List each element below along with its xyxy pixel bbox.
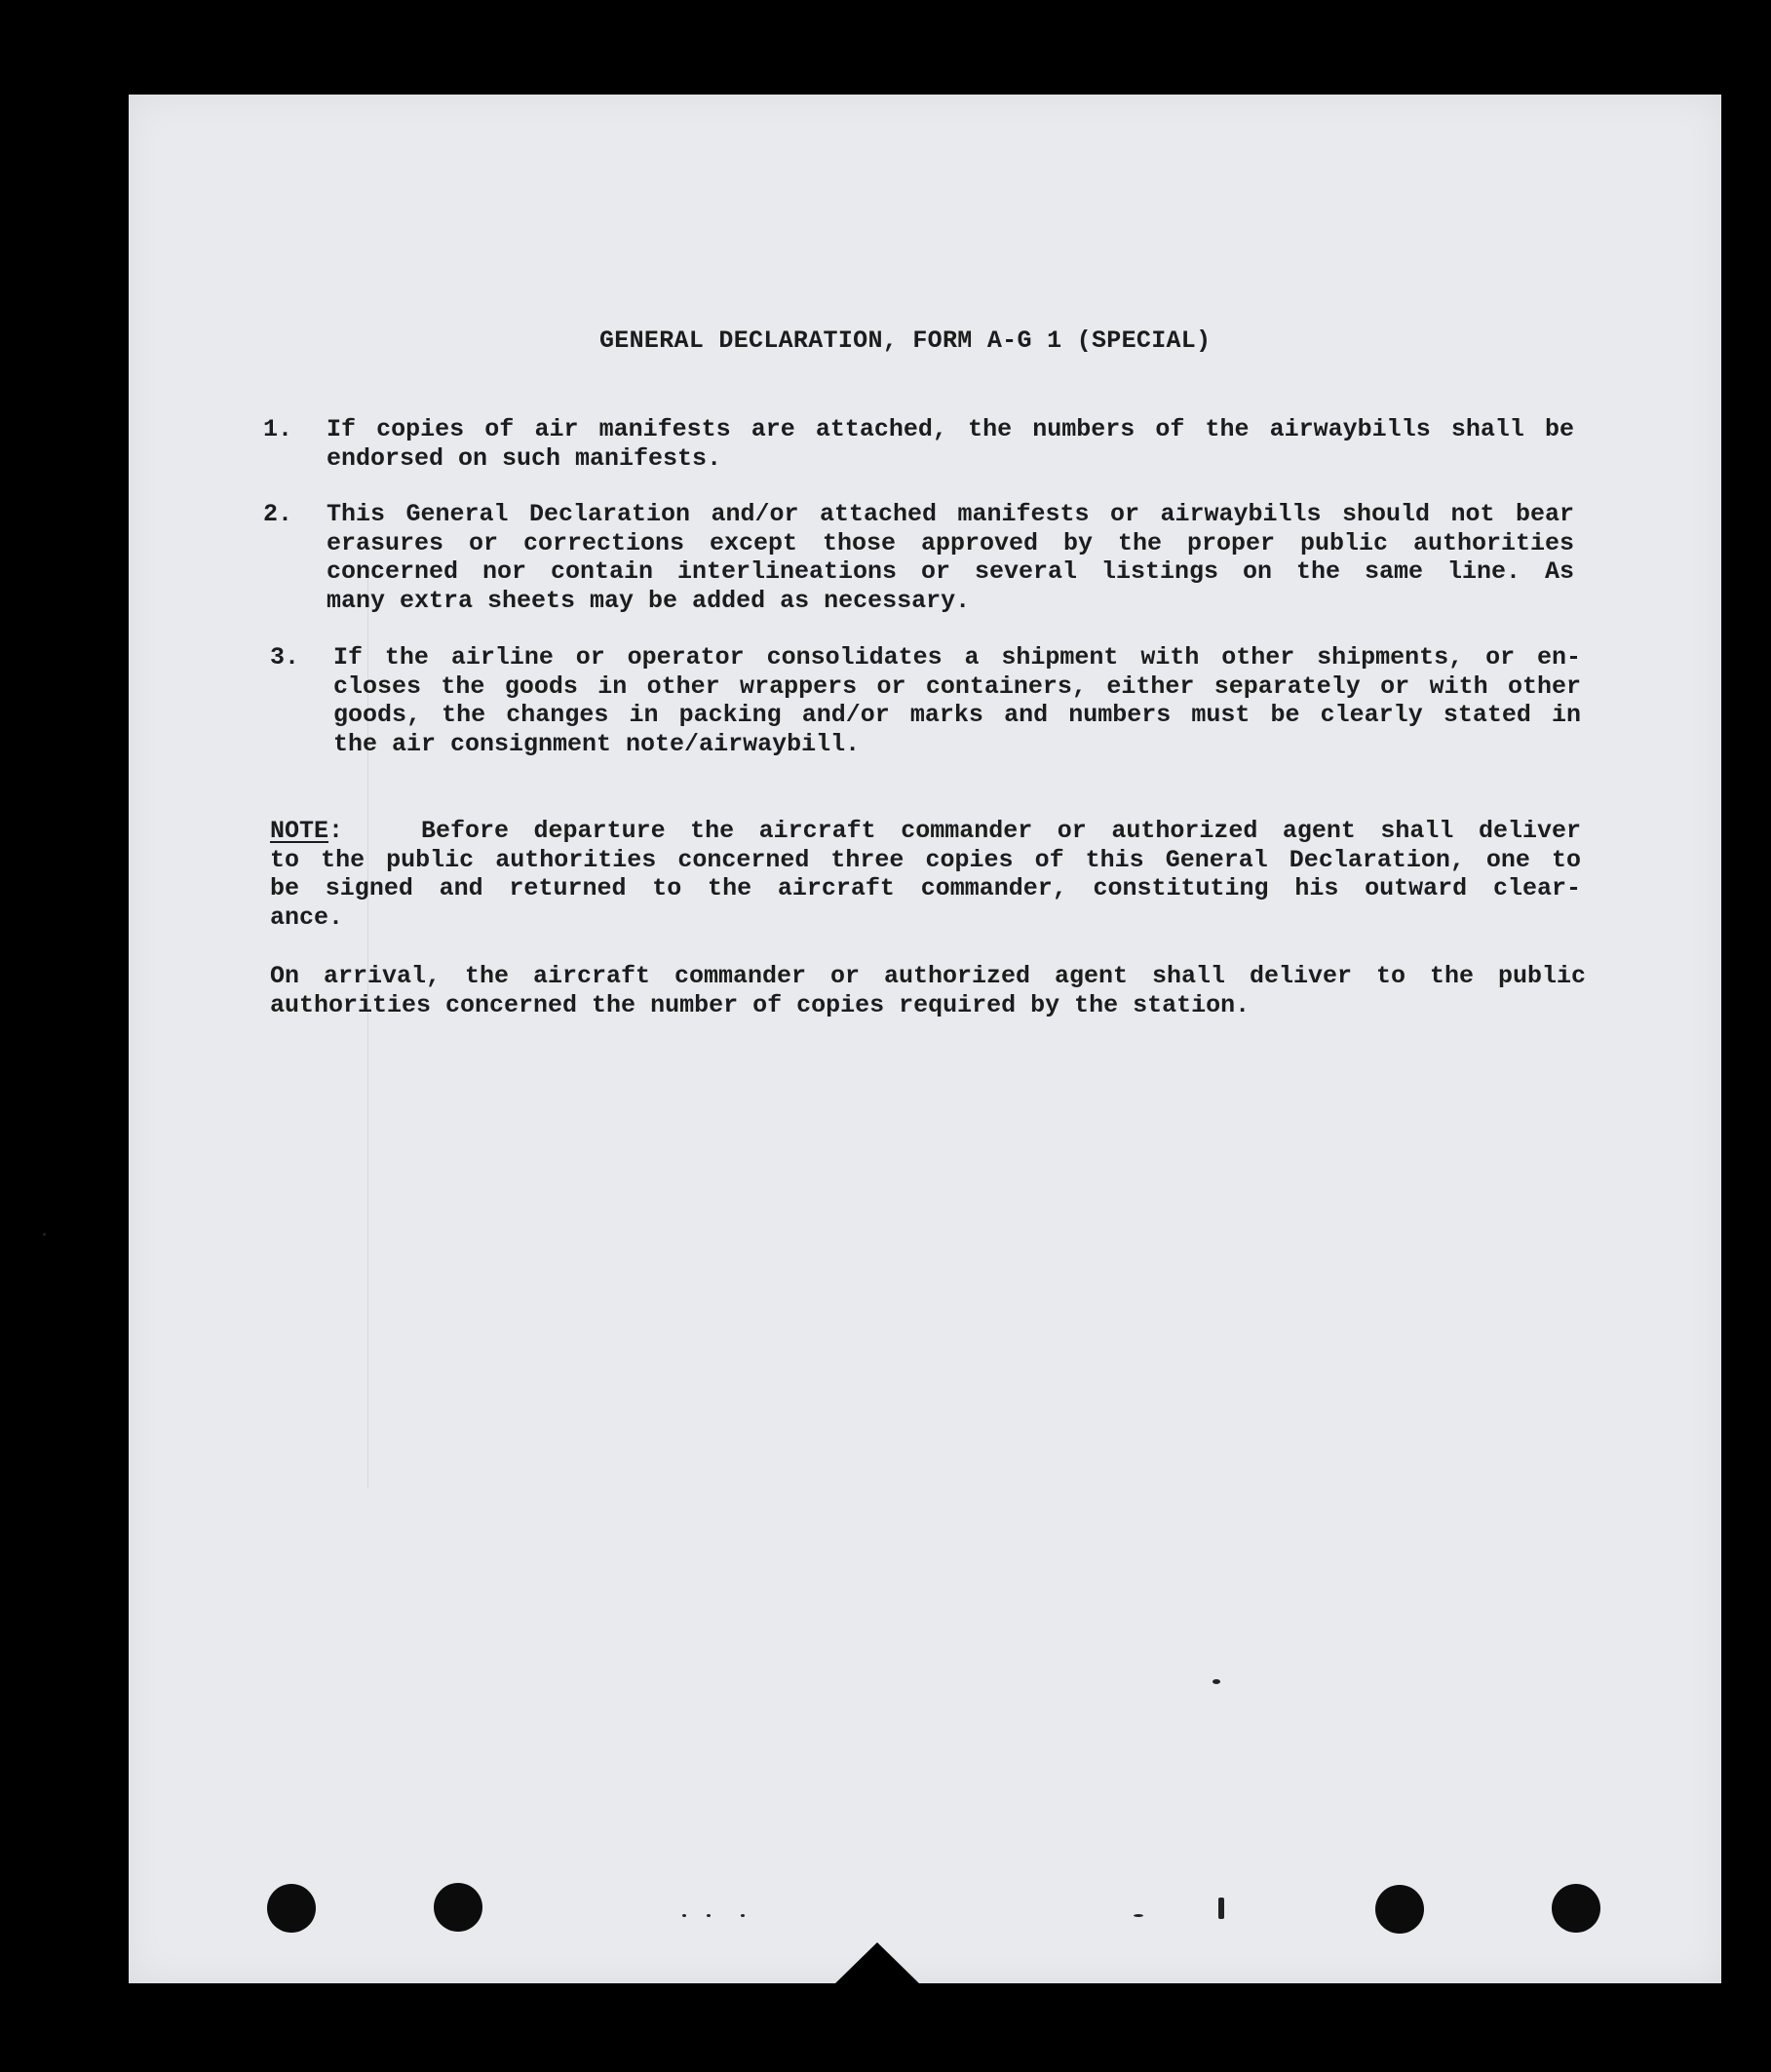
note-colon: : bbox=[328, 817, 344, 845]
item-2-number: 2. bbox=[263, 500, 293, 528]
punch-hole bbox=[267, 1884, 316, 1933]
item-3-line-3: goods, the changes in packing and/or marks and numbers must be clearly stated in bbox=[333, 701, 1581, 729]
speck bbox=[741, 1914, 745, 1917]
document-title: GENERAL DECLARATION, FORM A-G 1 (SPECIAL) bbox=[599, 326, 1212, 355]
speck bbox=[1218, 1898, 1224, 1919]
item-2-line-3: concerned nor contain interlineations or several listings on the same line. As bbox=[327, 557, 1574, 586]
speck bbox=[1134, 1914, 1143, 1917]
item-3-text bbox=[333, 643, 1581, 758]
item-3-line-4: the air consignment note/airwaybill. bbox=[333, 729, 861, 758]
item-1-text bbox=[327, 415, 1574, 473]
item-1-line-1: If copies of air manifests are attached, the numbers of the airwaybills shall be bbox=[327, 415, 1574, 443]
arrival-line-2: authorities concerned the number of copies required by the station. bbox=[270, 990, 1251, 1019]
note-line-4: ance. bbox=[270, 902, 344, 932]
item-2-line-1: This General Declaration and/or attached manifests or airwaybills should not bear bbox=[327, 500, 1574, 528]
note-heading bbox=[270, 817, 343, 846]
note-line-2: to the public authorities concerned three copies of this General Declaration, one to bbox=[270, 845, 1581, 874]
speck bbox=[43, 1233, 46, 1236]
item-2-line-2: erasures or corrections except those approved by the proper public authorities bbox=[327, 528, 1574, 557]
punch-hole bbox=[434, 1883, 482, 1932]
item-1-line-2: endorsed on such manifests. bbox=[327, 443, 722, 473]
note-paragraph bbox=[270, 817, 1581, 932]
arrival-line-1: On arrival, the aircraft commander or authorized agent shall deliver to the public bbox=[270, 962, 1586, 990]
speck bbox=[682, 1914, 686, 1917]
punch-hole bbox=[1375, 1885, 1424, 1934]
speck bbox=[707, 1914, 711, 1917]
item-3-line-1: If the airline or operator consolidates a shipment with other shipments, or en- bbox=[333, 643, 1581, 671]
item-1-number: 1. bbox=[263, 415, 293, 443]
note-first-line bbox=[270, 817, 1581, 846]
item-3-line-2: closes the goods in other wrappers or containers, either separately or with other bbox=[333, 671, 1581, 701]
note-line-1-text: Before departure the aircraft commander or authorized agent shall deliver bbox=[421, 817, 1581, 845]
item-2-line-4: many extra sheets may be added as necessary. bbox=[327, 586, 971, 615]
document-page bbox=[129, 95, 1721, 1983]
paper-tear bbox=[833, 1942, 921, 1985]
arrival-paragraph bbox=[270, 962, 1586, 1019]
note-label: NOTE bbox=[270, 817, 329, 845]
speck bbox=[1213, 1679, 1220, 1684]
note-line-3: be signed and returned to the aircraft commander, constituting his outward clear- bbox=[270, 874, 1581, 902]
item-2-text bbox=[327, 500, 1574, 615]
punch-hole bbox=[1552, 1884, 1600, 1933]
item-3-number: 3. bbox=[270, 643, 300, 671]
